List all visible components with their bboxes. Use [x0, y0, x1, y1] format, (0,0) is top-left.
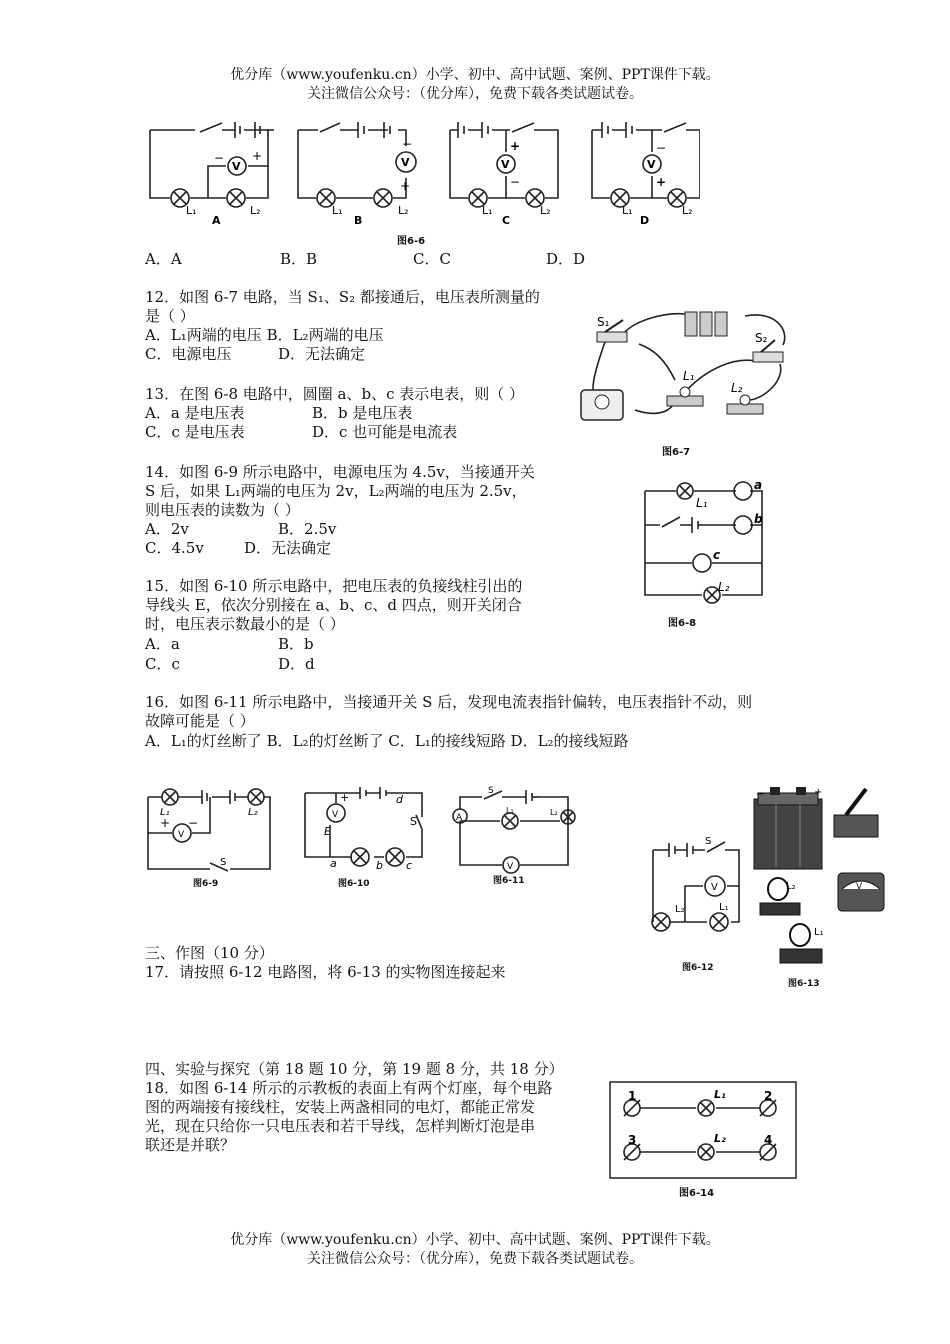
q12-stem-2: 是（ ） [145, 307, 195, 325]
figure-6-12 [645, 828, 750, 953]
label-e: E [324, 825, 331, 838]
terminal-3: 3 [628, 1133, 637, 1147]
label-l1: L₁ [683, 369, 695, 383]
figure-6-11 [450, 785, 580, 875]
q15-stem-1: 15．如图 6-10 所示电路中，把电压表的负接线柱引出的 [145, 577, 523, 595]
figure-6-9-caption: 图6-9 [193, 879, 219, 889]
label-l2: L₂ [718, 580, 730, 594]
label-l1: L₁ [160, 807, 170, 818]
circuit-d [592, 122, 700, 207]
figure-6-10 [300, 785, 430, 875]
label-l2: L₂ [675, 904, 685, 915]
q14-stem-3: 则电压表的读数为（ ） [145, 501, 300, 519]
label-c: c [713, 548, 721, 562]
q11-option-d: D．D [546, 250, 586, 268]
q12-option-c: C．电源电压 [145, 345, 232, 363]
svg-text:V: V [332, 810, 339, 820]
section-3-title: 三、作图（10 分） [145, 944, 274, 962]
label-minus: − [756, 789, 765, 800]
figure-6-8 [640, 475, 780, 610]
label-l1: L₁ [332, 204, 343, 217]
q12-option-d: D．无法确定 [278, 345, 366, 363]
q12-stem-1: 12．如图 6-7 电路，当 S₁、S₂ 都接通后，电压表所测量的 [145, 288, 540, 306]
figure-6-12-caption: 图6-12 [682, 963, 714, 973]
figure-6-6 [140, 118, 700, 228]
terminal-4: 4 [764, 1133, 773, 1147]
circuit-a [150, 122, 274, 207]
figure-6-7 [575, 300, 805, 445]
figure-6-13-caption: 图6-13 [788, 979, 820, 989]
q14-option-c: C．4.5v [145, 539, 204, 557]
label-l1: L₁ [696, 496, 708, 510]
label-a: a [330, 857, 337, 870]
label-s1: S₁ [597, 315, 610, 329]
circuit-c [450, 122, 558, 207]
q13-option-b: B．b 是电压表 [312, 404, 413, 422]
label-l1: L₁ [506, 806, 514, 815]
label-l2: L₂ [682, 204, 693, 217]
q15-option-b: B．b [278, 635, 314, 653]
footer-line-1: 优分库（www.youfenku.cn）小学、初中、高中试题、案例、PPT课件下载。 [230, 1232, 720, 1248]
label-s2: S₂ [755, 331, 768, 345]
q13-option-c: C．c 是电压表 [145, 423, 245, 441]
label-s: S [410, 815, 417, 828]
figure-6-10-caption: 图6-10 [338, 879, 370, 889]
panel-label-a: A [212, 214, 221, 227]
figure-6-6-caption: 图6-6 [397, 236, 426, 247]
label-l2: L₂ [714, 1132, 726, 1145]
label-l2: L₂ [250, 204, 261, 217]
label-l2: L₂ [540, 204, 551, 217]
label-l1: L₁ [482, 204, 493, 217]
q13-option-d: D．c 也可能是电流表 [312, 423, 458, 441]
q11-option-b: B．B [280, 250, 318, 268]
q15-option-a: A．a [145, 635, 180, 653]
svg-text:V: V [178, 830, 185, 840]
figure-6-8-caption: 图6-8 [668, 618, 697, 629]
header-line-2: 关注微信公众号：（优分库），免费下载各类试题试卷。 [307, 86, 643, 102]
label-plus: + [340, 791, 350, 804]
label-l2: L₂ [248, 807, 258, 818]
svg-text:+: + [252, 149, 263, 163]
label-s: S [488, 786, 494, 796]
label-l1: L₁ [814, 927, 824, 938]
figure-6-7-caption: 图6-7 [662, 447, 691, 458]
svg-text:V: V [501, 158, 510, 171]
q14-stem-1: 14．如图 6-9 所示电路中，电源电压为 4.5v，当接通开关 [145, 463, 535, 481]
figure-6-9 [140, 785, 275, 875]
figure-6-11-caption: 图6-11 [493, 876, 525, 886]
panel-label-b: B [354, 214, 363, 227]
q14-option-b: B．2.5v [278, 520, 337, 538]
q18-stem-4: 联还是并联？ [145, 1136, 236, 1154]
svg-text:−: − [214, 151, 225, 165]
panel-label-d: D [640, 214, 650, 227]
q13-stem-1: 13．在图 6-8 电路中，圆圈 a、b、c 表示电表，则（ ） [145, 385, 525, 403]
svg-text:V: V [711, 882, 718, 893]
svg-text:V: V [647, 158, 656, 171]
label-d: d [396, 793, 403, 806]
q18-stem-1: 18．如图 6-14 所示的示教板的表面上有两个灯座，每个电路 [145, 1079, 553, 1097]
label-l1: L₁ [622, 204, 633, 217]
label-b: b [754, 512, 763, 526]
terminal-2: 2 [764, 1089, 773, 1103]
svg-text:V: V [232, 160, 241, 173]
label-l2: L₂ [550, 808, 558, 817]
q16-options: A．L₁的灯丝断了 B．L₂的灯丝断了 C．L₁的接线短路 D．L₂的接线短路 [145, 732, 629, 750]
voltmeter [838, 873, 884, 911]
label-a: a [754, 478, 763, 492]
q17-stem: 17．请按照 6-12 电路图，将 6-13 的实物图连接起来 [145, 963, 506, 981]
label-minus: − [188, 816, 199, 830]
switch [834, 789, 878, 837]
q18-stem-2: 图的两端接有接线柱，安装上两盏相同的电灯，都能正常发 [145, 1098, 536, 1116]
q16-stem-2: 故障可能是（ ） [145, 712, 255, 730]
label-plus: + [160, 816, 171, 830]
q16-stem-1: 16．如图 6-11 所示电路中，当接通开关 S 后，发现电流表指针偏转，电压表指针不动，则 [145, 693, 753, 711]
q15-stem-2: 导线头 E，依次分别接在 a、b、c、d 四点，则开关闭合 [145, 596, 522, 614]
label-c: c [406, 859, 413, 872]
q11-option-c: C．C [413, 250, 451, 268]
label-l2: L₂ [398, 204, 409, 217]
footer-line-2: 关注微信公众号：（优分库），免费下载各类试题试卷。 [307, 1251, 643, 1267]
label-l1: L₁ [719, 902, 729, 913]
svg-text:−: − [510, 175, 521, 189]
terminal-1: 1 [628, 1089, 637, 1103]
q12-options-ab: A．L₁两端的电压 B．L₂两端的电压 [145, 326, 384, 344]
figure-6-14 [608, 1080, 798, 1180]
q14-option-d: D．无法确定 [244, 539, 332, 557]
label-plus: + [814, 787, 823, 798]
section-4-title: 四、实验与探究（第 18 题 10 分，第 19 题 8 分，共 18 分） [145, 1060, 564, 1078]
svg-text:A: A [456, 813, 463, 823]
svg-text:−: − [402, 137, 413, 151]
q11-option-a: A．A [145, 250, 182, 268]
panel-label-c: C [502, 214, 511, 227]
label-l1: L₁ [186, 204, 197, 217]
svg-text:+: + [656, 175, 667, 189]
q13-option-a: A．a 是电压表 [145, 404, 245, 422]
label-b: b [376, 859, 383, 872]
header-line-1: 优分库（www.youfenku.cn）小学、初中、高中试题、案例、PPT课件下载。 [230, 67, 720, 83]
label-l2: L₂ [731, 381, 743, 395]
svg-text:−: − [656, 141, 667, 155]
label-v: V [856, 882, 863, 892]
q15-option-c: C．c [145, 655, 180, 673]
q15-stem-3: 时，电压表示数最小的是（ ） [145, 615, 345, 633]
label-s: S [705, 836, 712, 847]
label-l2: L₂ [786, 881, 796, 892]
label-s: S [220, 857, 227, 868]
q14-stem-2: S 后，如果 L₁两端的电压为 2v，L₂两端的电压为 2.5v， [145, 482, 527, 500]
figure-6-14-caption: 图6-14 [679, 1188, 715, 1199]
svg-text:V: V [507, 862, 514, 872]
circuit-b [298, 122, 416, 207]
label-l1: L₁ [714, 1088, 726, 1101]
q14-option-a: A．2v [145, 520, 189, 538]
q15-option-d: D．d [278, 655, 315, 673]
q18-stem-3: 光，现在只给你一只电压表和若干导线，怎样判断灯泡是串 [145, 1117, 536, 1135]
svg-text:+: + [400, 179, 411, 193]
svg-text:V: V [401, 156, 410, 169]
svg-text:+: + [510, 139, 521, 153]
figure-6-13 [750, 785, 890, 975]
